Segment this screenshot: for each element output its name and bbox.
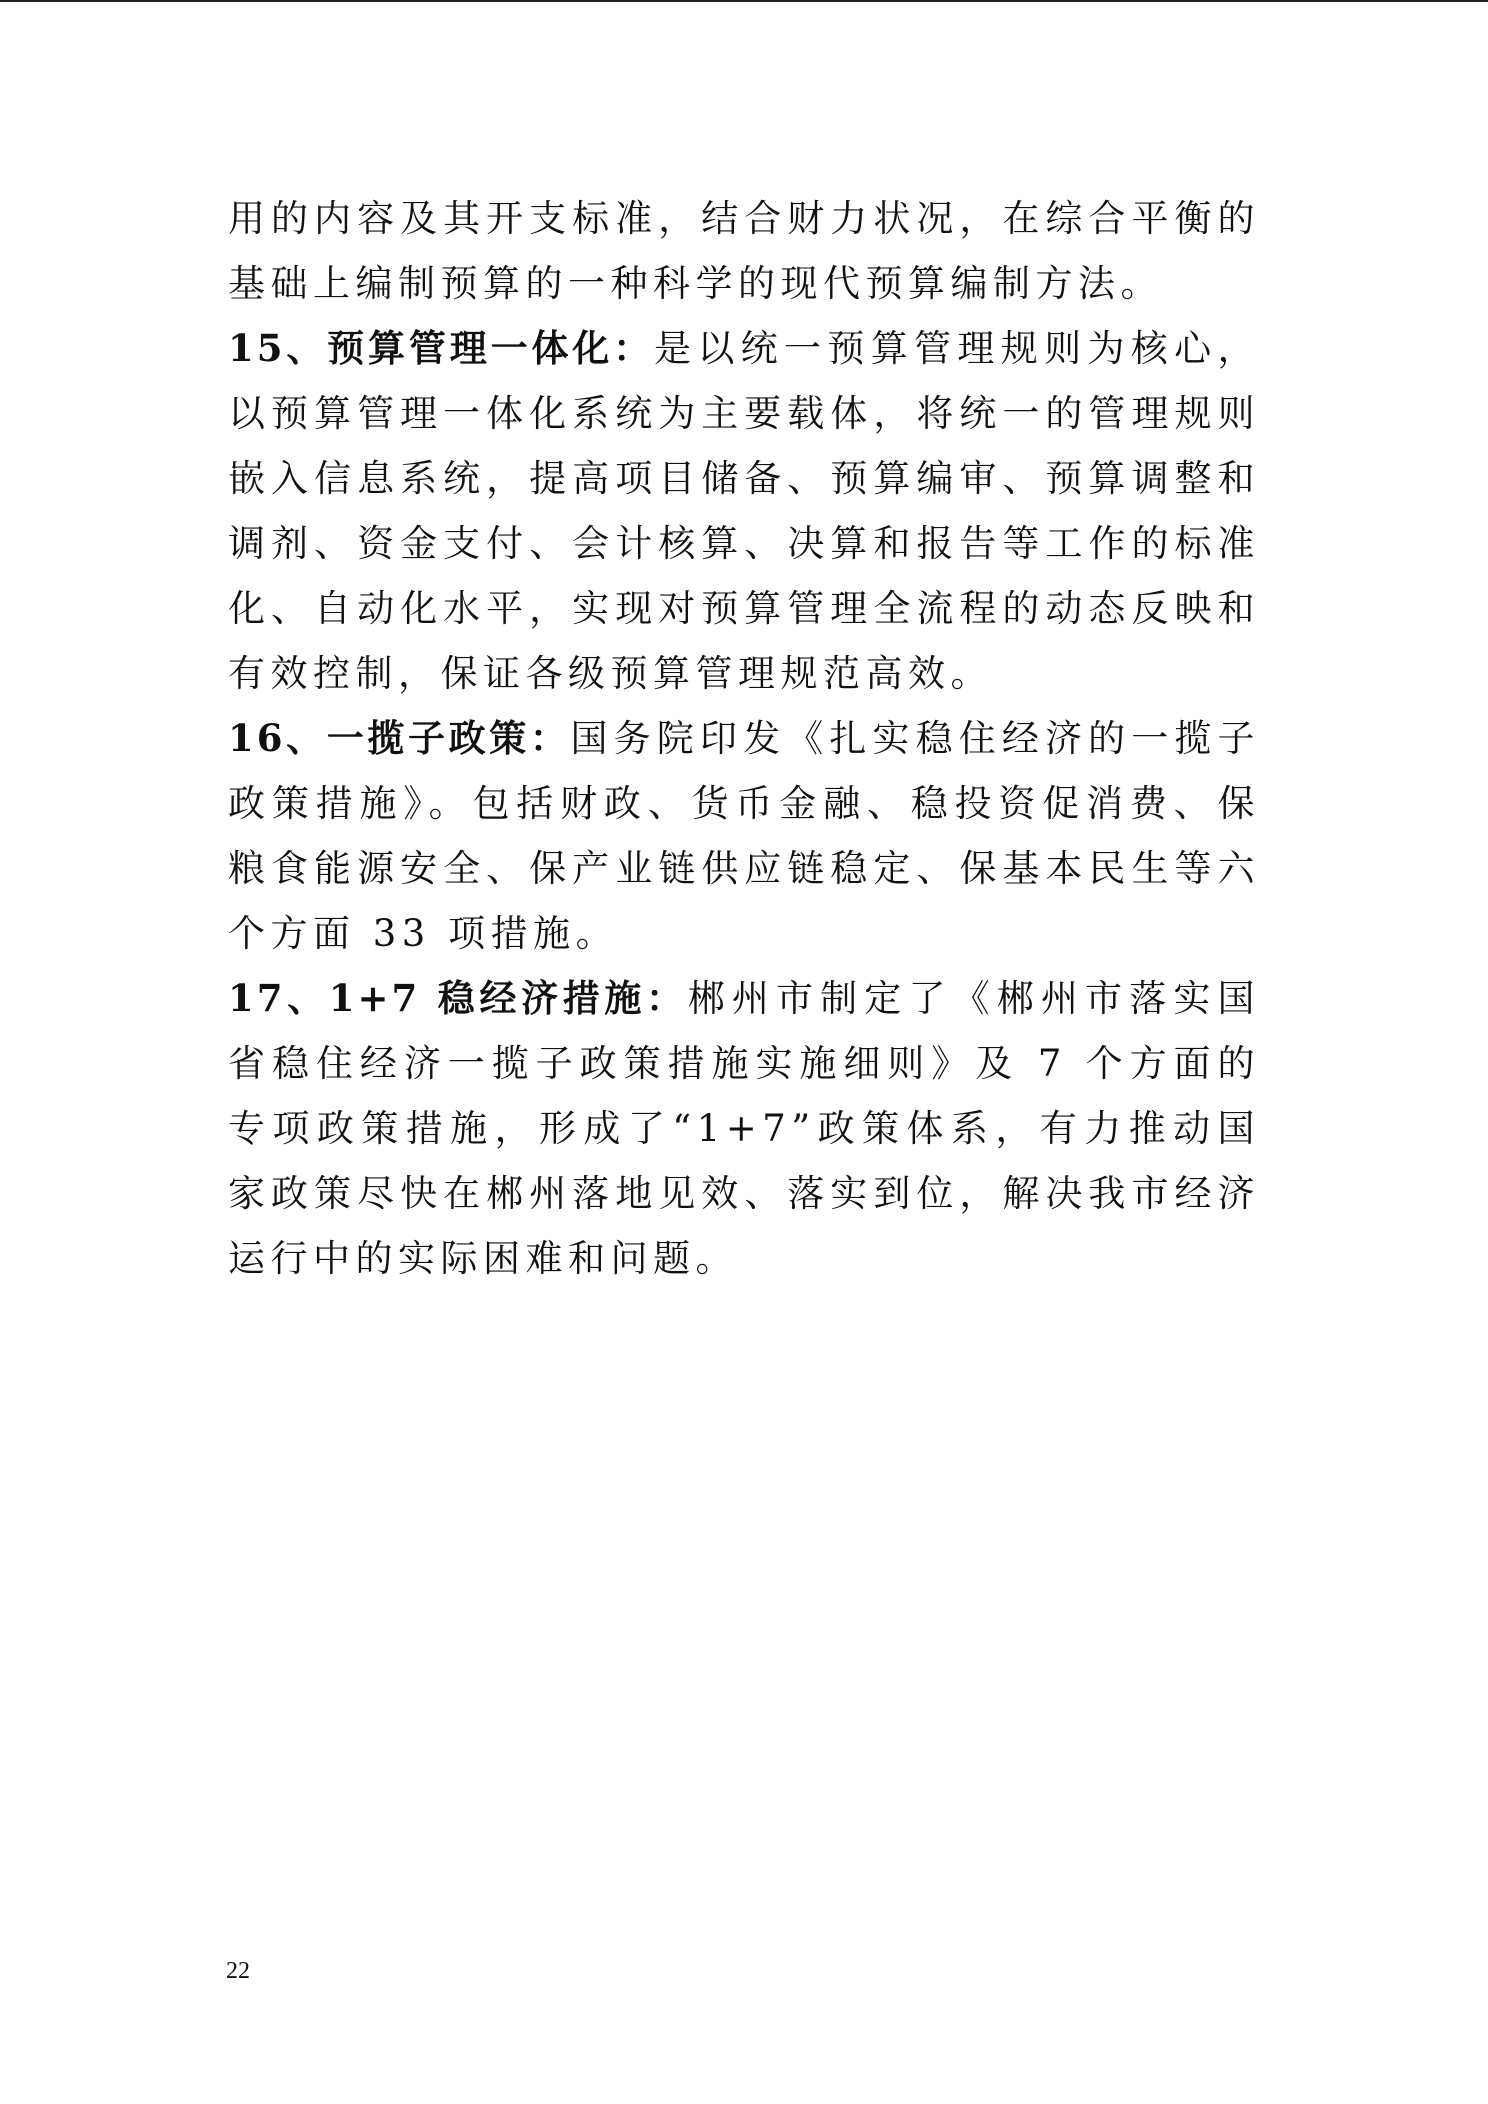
glossary-term-15: 15、预算管理一体化： — [228, 326, 654, 370]
continuation-paragraph — [228, 186, 1260, 316]
glossary-term-17: 17、1+7 稳经济措施： — [228, 976, 688, 1020]
glossary-entry-17 — [228, 966, 1260, 1291]
page-number: 22 — [226, 1958, 250, 1984]
glossary-entry-16 — [228, 706, 1260, 966]
continuation-text: 用的内容及其开支标准，结合财力状况，在综合平衡的基础上编制预算的一种科学的现代预算编制方法。 — [228, 197, 1260, 305]
document-body — [228, 186, 1260, 1291]
glossary-entry-15 — [228, 316, 1260, 706]
glossary-definition-15: 是以统一预算管理规则为核心，以预算管理一体化系统为主要载体，将统一的管理规则嵌入信息系统，提高项目储备、预算编审、预算调整和调剂、资金支付、会计核算、决算和报告等工作的标准化、自动化水平，实现对预算管理全流程的动态反映和有效控制，保证各级预算管理规范高效。 — [228, 327, 1260, 695]
glossary-term-16: 16、一揽子政策： — [228, 716, 571, 760]
page-top-border — [0, 0, 1488, 2]
glossary-definition-17: 郴州市制定了《郴州市落实国省稳住经济一揽子政策措施实施细则》及 7 个方面的专项政策措施，形成了“1+7”政策体系，有力推动国家政策尽快在郴州落地见效、落实到位，解决我市经济运行中的实际困难和问题。 — [228, 977, 1260, 1280]
glossary-definition-16: 国务院印发《扎实稳住经济的一揽子政策措施》。包括财政、货币金融、稳投资促消费、保粮食能源安全、保产业链供应链稳定、保基本民生等六个方面 33 项措施。 — [228, 717, 1261, 955]
